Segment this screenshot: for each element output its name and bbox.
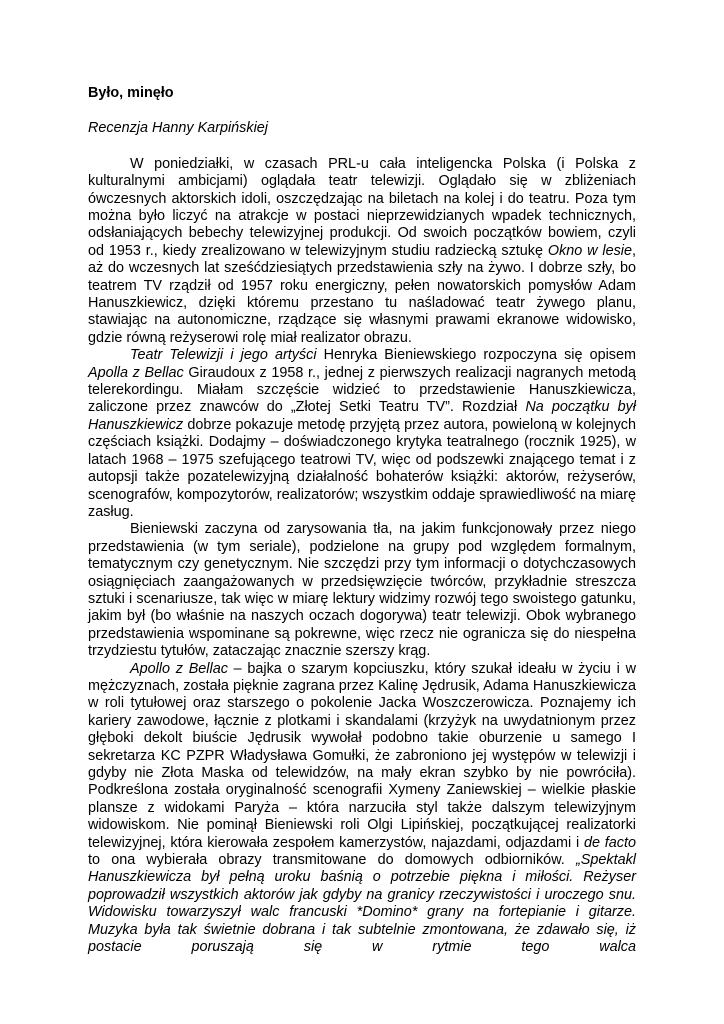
italic-run: de facto	[583, 834, 636, 851]
paragraph	[88, 661, 636, 957]
italic-run: Apollo z Bellac	[130, 660, 228, 677]
italic-run: Teatr Telewizji i jego artyści	[130, 347, 317, 364]
italic-run: Apolla z Bellac	[88, 364, 184, 381]
document-subtitle: Recenzja Hanny Karpińskiej	[88, 120, 268, 137]
text-run: dobrze pokazuje metodę przyjętą przez autora, powieloną w kolejnych częściach książki. Dodajmy – doświadczonego krytyka teatralnego (rocznik 1925), w latach 1968 – 1975 szefującego teatrowi TV, więc od podszewki znającego temat i z autopsji także pozatelewizyjną działalność bohaterów książki: aktorów, reżyserów, scenografów, kompozytorów, realizatorów; wszystkim oddaje sprawiedliwość na miarę zasług.	[88, 416, 636, 520]
paragraph	[88, 347, 636, 521]
paragraph	[88, 521, 636, 660]
text-run: W poniedziałki, w czasach PRL-u cała inteligencka Polska (i Polska z kulturalnymi ambicjami) oglądała teatr telewizji. Oglądało się w zbliżeniach ówczesnych aktorskich idoli, oszczędzając na biletach na kolej i do teatru. Poza tym można było liczyć na atrakcje w postaci nieprzewidzianych wpadek technicznych, odsłaniających bebechy telewizyjnej produkcji. Od swoich początków bowiem, czyli od 1953 r., kiedy zrealizowano w telewizyjnym studiu radziecką sztukę	[88, 155, 636, 259]
italic-run: Na początku był Hanuszkiewicz	[88, 399, 636, 433]
document-page	[88, 85, 636, 956]
italic-run: Okno w lesie	[547, 242, 632, 259]
document-body	[88, 156, 636, 957]
text-run: to ona wybierała obrazy transmitowane do domowych odbiorników.	[88, 852, 576, 869]
document-title: Było, minęło	[88, 85, 174, 101]
italic-run: „Spektakl Hanuszkiewicza był pełną uroku baśnią o potrzebie piękna i miłości. Reżyser poprowadził wszystkich aktorów jak gdyby na granicy rzeczywistości i uroczego snu. Widowisku towarzyszył walc francuski *Domino* grany na fortepianie i gitarze. Muzyka była tak świetnie dobrana i tak subtelnie zmontowana, że zdawało się, iż postacie poruszają się w rytmie tego walca	[88, 852, 636, 956]
text-run: Henryka Bieniewskiego rozpoczyna się opisem	[316, 347, 636, 364]
text-run: Giraudoux z 1958 r., jednej z pierwszych realizacji nagranych metodą telerekordingu. Miałam szczęście widzieć to przedstawienie Hanuszkiewicza, zaliczone przez znawców do „Złotej Setki Teatru TV”. Rozdział	[88, 364, 636, 416]
text-run: , aż do wczesnych lat sześćdziesiątych przedstawienia szły na żywo. I dobrze szły, bo teatrem TV rządził od 1957 roku energiczny, pełen nowatorskich pomysłów Adam Hanuszkiewicz, dzięki któremu przestano tu naśladować teatr żywego planu, stawiając na autonomiczne, rządzące się własnymi prawami ekranowe widowisko, gdzie równą reżyserowi rolę miał realizator obrazu.	[88, 242, 636, 346]
paragraph	[88, 156, 636, 347]
text-run: Bieniewski zaczyna od zarysowania tła, na jakim funkcjonowały przez niego przedstawienia (w tym seriale), podzielone na grupy pod względem formalnym, tematycznym czy genetycznym. Nie szczędzi przy tym informacji o dotychczasowych osiągnięciach zaangażowanych w przedsięwzięcie twórców, przykładnie streszcza sztuki i scenariusze, tak więc w miarę lektury widzimy rozwój tego swoistego gatunku, jakim był (bo właśnie na naszych oczach dogorywa) teatr telewizji. Obok wybranego przedstawienia wspominane są pokrewne, więc rzecz nie ogranicza się do niespełna trzydziestu tytułów, zataczając znacznie szerszy krąg.	[88, 521, 636, 660]
text-run: – bajka o szarym kopciuszku, który szukał ideału w życiu i w mężczyznach, została pięknie zagrana przez Kalinę Jędrusik, Adama Hanuszkiewicza w roli tytułowej oraz starszego o pokolenie Jacka Woszczerowicza. Poznajemy ich kariery zawodowe, łącznie z plotkami i skandalami (krzyżyk na uwydatnionym przez głęboki dekolt biuście Jędrusik wywołał podobno takie oburzenie u samego I sekretarza KC PZPR Władysława Gomułki, że zabroniono jej występów w telewizji i gdyby nie Złota Maska od telewidzów, na mały ekran szybko by nie powróciła). Podkreślona została oryginalność scenografii Xymeny Zaniewskiej – wielkie płaskie plansze z widokami Paryża – która narzuciła styl także dalszym telewizyjnym widowiskom. Nie pominął Bieniewski roli Olgi Lipińskiej, początkującej realizatorki telewizyjnej, która kierowała zespołem kamerzystów, najazdami, odjazdami i	[88, 660, 637, 851]
